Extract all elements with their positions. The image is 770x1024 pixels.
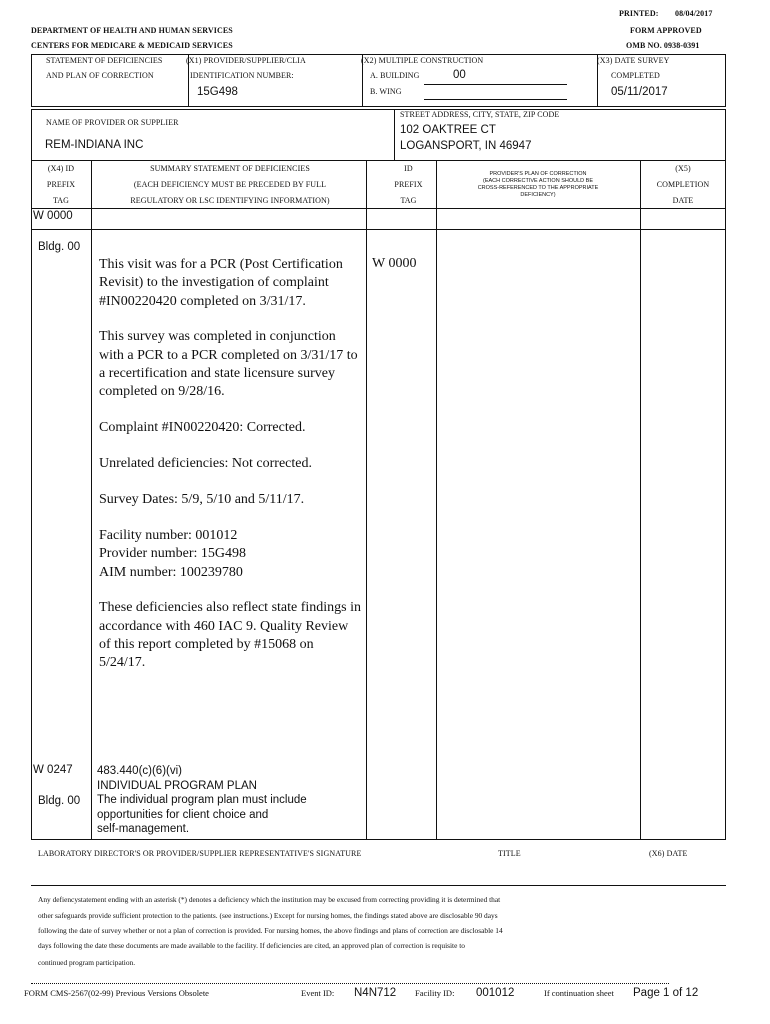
top-table-border xyxy=(31,54,726,55)
id-header: ID xyxy=(404,164,413,173)
plan-header: PROVIDER'S PLAN OF CORRECTION xyxy=(489,171,587,177)
first-id-tag: W 0000 xyxy=(33,210,73,222)
second-bldg: Bldg. 00 xyxy=(38,795,81,807)
completed-label: COMPLETED xyxy=(611,71,660,80)
continuation-label: If continuation sheet xyxy=(544,988,614,998)
plan-of-correction-label: AND PLAN OF CORRECTION xyxy=(46,71,154,80)
address-line-1: 102 OAKTREE CT xyxy=(400,124,496,136)
body-bottom-border xyxy=(31,839,726,840)
provider-name-value: REM-INDIANA INC xyxy=(45,139,144,151)
first-bldg: Bldg. 00 xyxy=(38,241,81,253)
id-tag-header: TAG xyxy=(400,196,417,205)
regulation-text-1: The individual program plan must include xyxy=(97,794,307,806)
page-number: Page 1 of 12 xyxy=(633,987,699,999)
paragraph-survey-dates: Survey Dates: 5/9, 5/10 and 5/11/17. xyxy=(99,492,305,508)
provider-name-label: NAME OF PROVIDER OR SUPPLIER xyxy=(46,118,179,127)
statement-label: STATEMENT OF DEFICIENCIES xyxy=(46,56,163,65)
building-value: 00 xyxy=(453,69,466,81)
summary-text xyxy=(99,256,361,690)
summary-header: SUMMARY STATEMENT OF DEFICIENCIES xyxy=(150,164,310,173)
aim-number: AIM number: 100239780 xyxy=(99,564,243,580)
building-underline xyxy=(424,84,567,85)
date-header: DATE xyxy=(672,196,694,205)
facility-id-label: Facility ID: xyxy=(415,988,455,998)
plan-subheader-2: CROSS-REFERENCED TO THE APPROPRIATE xyxy=(477,185,599,191)
centers-title: CENTERS FOR MEDICARE & MEDICAID SERVICES xyxy=(31,41,233,50)
title-label: TITLE xyxy=(498,849,521,858)
form-number: FORM CMS-2567(02-99) Previous Versions Obsolete xyxy=(24,988,209,998)
facility-number: Facility number: 001012 xyxy=(99,527,238,543)
form-approved: FORM APPROVED xyxy=(630,26,702,35)
x4-prefix-header: PREFIX xyxy=(46,180,76,189)
completion-header: COMPLETION xyxy=(656,180,710,189)
x5-header: (X5) xyxy=(675,164,691,173)
date-completed-value: 05/11/2017 xyxy=(611,86,668,98)
plan-subheader-3: DEFICIENCY) xyxy=(520,192,556,198)
x4-tag-header: TAG xyxy=(52,196,70,205)
footnote-line-5: continued program participation. xyxy=(38,958,136,967)
provider-id-value: 15G498 xyxy=(197,86,238,98)
top-table-bottom xyxy=(31,106,726,107)
footnote-line-3: following the date of survey whether or not a plan of correction is provided. For nursing homes, the above findings and plans of correction are disclosable 14 xyxy=(38,926,503,935)
summary-subheader-2: REGULATORY OR LSC IDENTIFYING INFORMATION) xyxy=(130,196,330,205)
paragraph-complaint: Complaint #IN00220420: Corrected. xyxy=(99,420,306,436)
facility-id-value: 001012 xyxy=(476,987,515,999)
event-id-label: Event ID: xyxy=(301,988,335,998)
regulation-title: INDIVIDUAL PROGRAM PLAN xyxy=(97,780,257,792)
regulation-text-3: self-management. xyxy=(97,823,190,835)
department-title: DEPARTMENT OF HEALTH AND HUMAN SERVICES xyxy=(31,26,233,35)
footnote-line-1: Any defiencystatement ending with an asterisk (*) denotes a deficiency which the institution may be excused from correcting providing it is determined that xyxy=(38,895,501,904)
second-id-tag: W 0247 xyxy=(33,764,73,776)
footnote-line-4: days following the date these documents are made available to the facility. If deficiencies are cited, an approved plan of correction is requisite to xyxy=(38,941,465,950)
facility-info xyxy=(99,527,361,582)
printed-label: PRINTED: xyxy=(619,9,659,18)
provider-number: Provider number: 15G498 xyxy=(99,546,246,562)
x1-label: (X1) PROVIDER/SUPPLIER/CLIA xyxy=(186,56,306,65)
x3-label: (X3) DATE SURVEY xyxy=(597,56,670,65)
omb-number: OMB NO. 0938-0391 xyxy=(626,41,700,50)
regulation-ref: 483.440(c)(6)(vi) xyxy=(97,765,182,777)
x4-id-header: (X4) ID xyxy=(47,164,75,173)
right-id-tag: W 0000 xyxy=(372,256,417,271)
address-label: STREET ADDRESS, CITY, STATE, ZIP CODE xyxy=(400,110,560,119)
printed-date: 08/04/2017 xyxy=(675,9,713,18)
address-line-2: LOGANSPORT, IN 46947 xyxy=(400,140,532,152)
wing-underline xyxy=(424,99,567,100)
regulation-text-2: opportunities for client choice and xyxy=(97,809,269,821)
wing-label: B. WING xyxy=(370,87,402,96)
id-prefix-header: PREFIX xyxy=(394,180,423,189)
building-label: A. BUILDING xyxy=(370,71,420,80)
identification-label: IDENTIFICATION NUMBER: xyxy=(190,71,294,80)
plan-subheader-1: (EACH CORRECTIVE ACTION SHOULD BE xyxy=(482,178,594,184)
signature-bottom-border xyxy=(31,885,726,886)
footnote-line-2: other safeguards provide sufficient protection to the patients. (see instructions.) Except for nursing homes, the findings stated above are disclosable 90 days xyxy=(38,911,498,920)
footer-rule xyxy=(31,983,669,984)
paragraph-state-findings: These deficiencies also reflect state findings in accordance with 460 IAC 9. Quality Review of this report completed by #15068 on 5/24/17. xyxy=(99,600,362,671)
x6-date-label: (X6) DATE xyxy=(649,849,688,858)
summary-subheader-1: (EACH DEFICIENCY MUST BE PRECEDED BY FULL xyxy=(133,180,327,189)
paragraph-pcr-visit: This visit was for a PCR (Post Certification Revisit) to the investigation of complaint #IN00220420 completed on 3/31/17. xyxy=(99,257,343,309)
event-id-value: N4N712 xyxy=(354,987,397,999)
paragraph-unrelated: Unrelated deficiencies: Not corrected. xyxy=(99,456,313,472)
x2-label: (X2) MULTIPLE CONSTRUCTION xyxy=(361,56,484,65)
signature-label: LABORATORY DIRECTOR'S OR PROVIDER/SUPPLIER REPRESENTATIVE'S SIGNATURE xyxy=(38,849,362,858)
paragraph-survey-conjunction: This survey was completed in conjunction with a PCR to a PCR completed on 3/31/17 to a recertification and state licensure survey completed on 9/28/16. xyxy=(99,329,358,400)
